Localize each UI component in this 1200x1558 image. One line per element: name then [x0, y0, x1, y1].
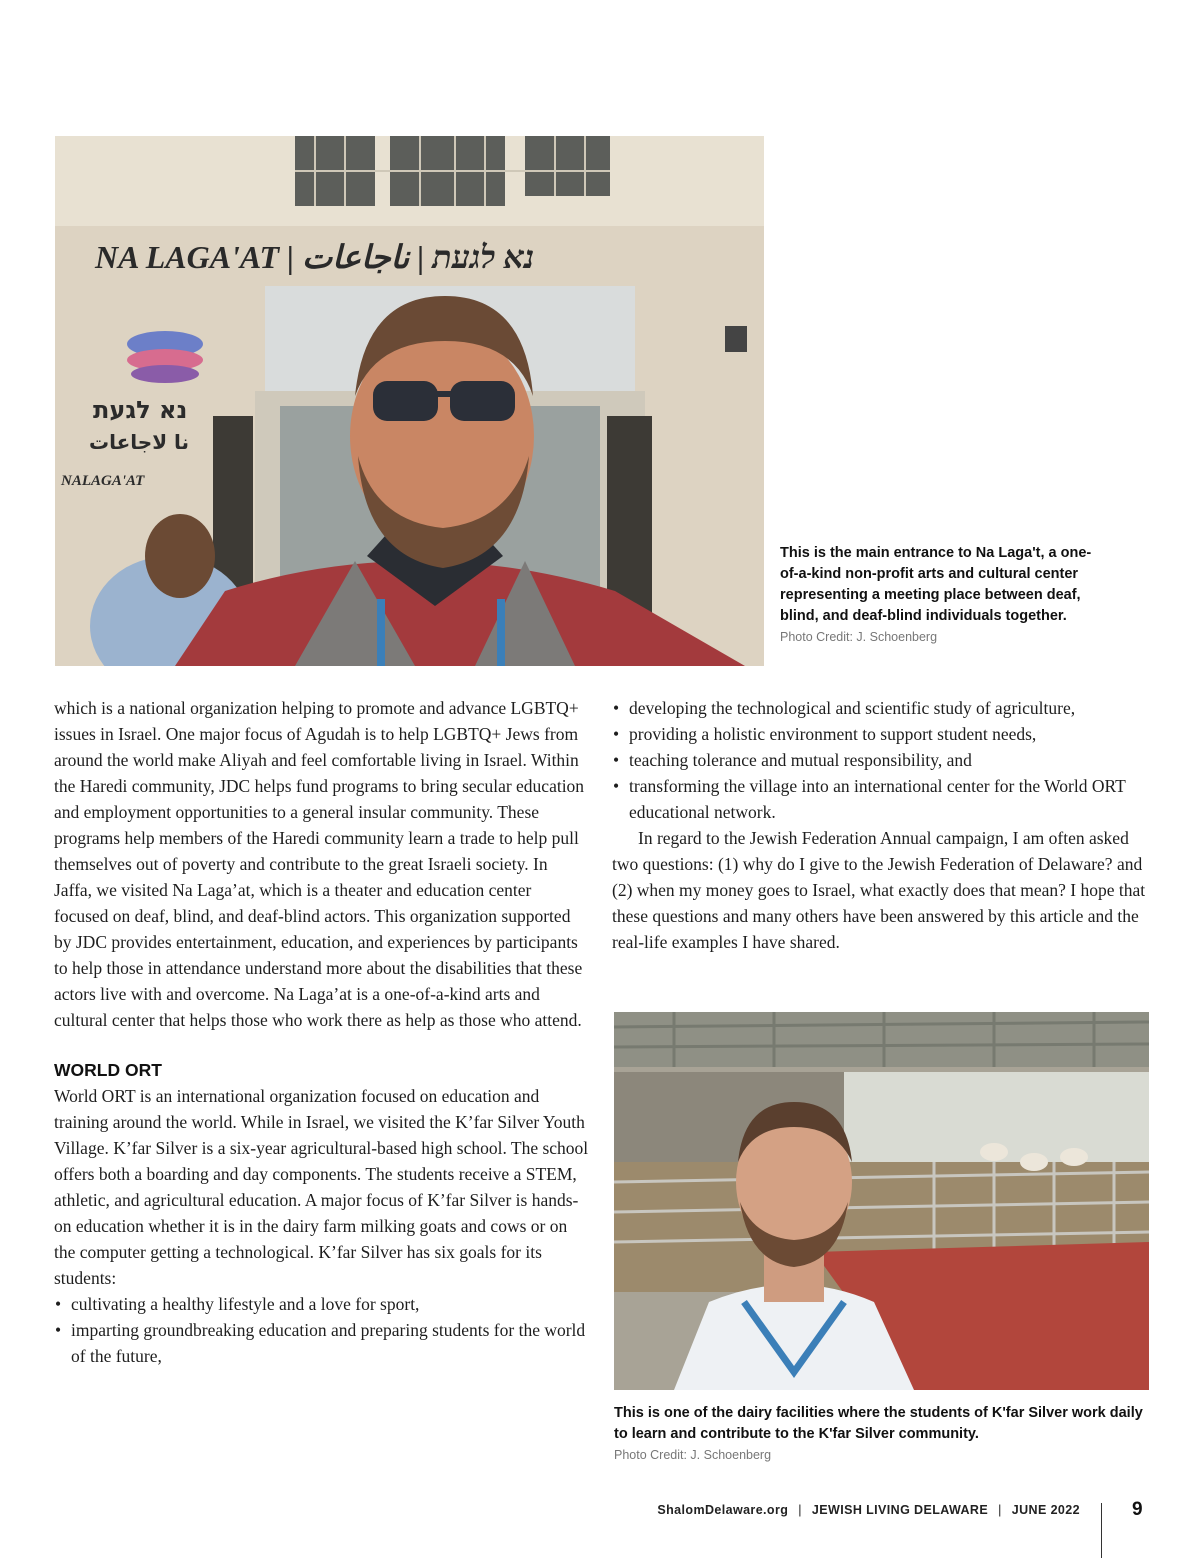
paragraph-world-ort: World ORT is an international organization focused on education and training around the world. While in Israel, we visited the K’far Silver Youth Village. K’far Silver is a six-year agricultural-based high school. The school offers both a boarding and day components. The students receive a STEM, athletic, and agricultural education. A major focus of K’far Silver is hands-on education whether it is in the dairy farm milking goats and cows or on the computer getting a technological. K’far Silver has six goals for its students: [54, 1086, 589, 1288]
photo-na-lagaat-svg [55, 136, 764, 666]
caption-top [780, 543, 1100, 644]
footer-issue: JUNE 2022 [1011, 1503, 1080, 1517]
goal-item: • developing the technological and scientific study of agriculture, [612, 695, 1152, 721]
photo-kfar-silver-dairy [614, 1012, 1149, 1390]
article-left-column [54, 695, 589, 1369]
photo-na-lagaat-entrance [55, 136, 764, 666]
caption-bottom-text: This is one of the dairy facilities where the students of K'far Silver work daily to learn and contribute to the K'far Silver community. [614, 1405, 1143, 1442]
footer-separator: | [998, 1503, 1002, 1517]
caption-top-credit: Photo Credit: J. Schoenberg [780, 630, 938, 644]
footer-publication: JEWISH LIVING DELAWARE [811, 1503, 989, 1517]
page-footer [657, 1503, 1080, 1517]
goal-item: • teaching tolerance and mutual responsibility, and [612, 747, 1152, 773]
caption-bottom [614, 1403, 1154, 1462]
section-heading-world-ort: WORLD ORT [54, 1060, 162, 1080]
paragraph-federation-campaign: In regard to the Jewish Federation Annual campaign, I am often asked two questions: (1) why do I give to the Jewish Federation of Delaware? and (2) when my money goes to Israel, what exactly does that mean? I hope that these questions and many others have been answered by this article and the real-life examples I have shared. [612, 828, 1146, 952]
building-sign-text: NA LAGA'AT | נא לגעת | ناجاعات [95, 239, 535, 275]
photo-dairy-svg [614, 1012, 1149, 1390]
goals-list-right [612, 695, 1152, 825]
page-number: 9 [1132, 1499, 1143, 1520]
caption-bottom-credit: Photo Credit: J. Schoenberg [614, 1448, 772, 1462]
goals-list-left [54, 1291, 589, 1369]
caption-top-text: This is the main entrance to Na Laga't, a one-of-a-kind non-profit arts and cultural center representing a meeting place between deaf, blind, and deaf-blind individuals together. [780, 545, 1092, 624]
logo-hebrew-text: נא לגעת [93, 396, 188, 424]
goal-item: • providing a holistic environment to support student needs, [612, 721, 1152, 747]
footer-site-link[interactable]: ShalomDelaware.org [657, 1503, 789, 1517]
footer-separator: | [798, 1503, 802, 1517]
footer-divider [1101, 1503, 1102, 1558]
article-right-column [612, 695, 1152, 955]
goal-item: • transforming the village into an international center for the World ORT educational network. [612, 773, 1152, 825]
logo-arabic-text: نا لاجاعات [89, 430, 190, 454]
goal-item: • cultivating a healthy lifestyle and a love for sport, [54, 1291, 589, 1317]
paragraph-agudah-jdc: which is a national organization helping to promote and advance LGBTQ+ issues in Israel. One major focus of Agudah is to help LGBTQ+ Jews from around the world make Aliyah and feel comfortable living in Israel. Within the Haredi community, JDC helps fund programs to bring secular education and employment opportunities to a general insular community. These programs help members of the Haredi community learn a trade to help pull themselves out of poverty and contribute to the great Israeli society. In Jaffa, we visited Na Laga’at, which is a theater and education center focused on deaf, blind, and deaf-blind actors. This organization supported by JDC provides entertainment, education, and experiences by participants to help those in attendance understand more about the disabilities that these actors live with and overcome. Na Laga’at is a one-of-a-kind arts and cultural center that helps those who work there as help as those who attend. [54, 698, 585, 1030]
nalagaat-logo [127, 331, 203, 383]
goal-item: • imparting groundbreaking education and preparing students for the world of the future, [54, 1317, 589, 1369]
logo-latin-text: NALAGA'AT [61, 473, 145, 489]
